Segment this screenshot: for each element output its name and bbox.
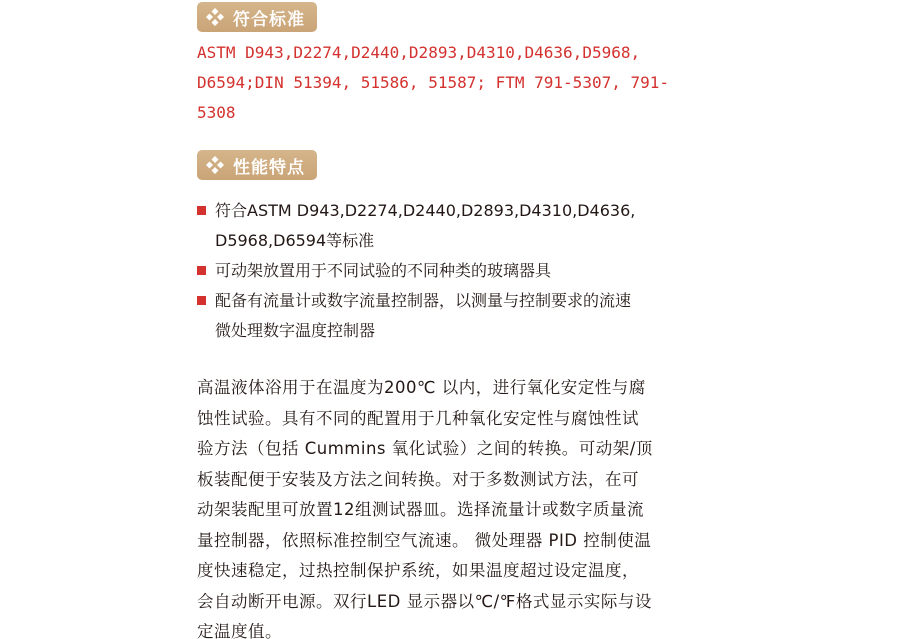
feature-item [197,286,717,346]
square-bullet-icon [197,266,206,275]
feature-text: D5968,D6594等标准 [215,231,375,250]
feature-item [197,196,717,256]
diamond-cluster-icon [205,7,225,27]
feature-text: 配备有流量计或数字流量控制器，以测量与控制要求的流速 [215,291,632,310]
features-section-header [197,150,317,180]
description-line: 板装配便于安装及方法之间转换。对于多数测试方法，在可 [197,469,639,489]
feature-text: 符合ASTM D943,D2274,D2440,D2893,D4310,D4636, [215,201,636,220]
standards-section-title: 符合标准 [233,9,305,30]
features-section-title: 性能特点 [233,157,305,178]
square-bullet-icon [197,206,206,215]
standards-line: 5308 [197,103,236,122]
features-list [197,196,717,346]
standards-line: ASTM D943,D2274,D2440,D2893,D4310,D4636,D5968, [197,43,641,62]
description-line: 度快速稳定，过热控制保护系统，如果温度超过设定温度， [197,561,639,580]
feature-text: 可动架放置用于不同试验的不同种类的玻璃器具 [215,261,552,280]
standards-list [197,38,717,128]
standards-line: D6594;DIN 51394, 51586, 51587; FTM 791-5307, 791- [197,73,670,92]
standards-section-header [197,2,317,32]
description-line: 验方法（包括 Cummins 氧化试验）之间的转换。可动架/顶 [197,439,653,458]
feature-item [197,256,717,286]
feature-text: 微处理数字温度控制器 [215,321,376,340]
square-bullet-icon [197,296,206,305]
description-line: 会自动断开电源。双行LED 显示器以℃/℉格式显示实际与设 [197,591,652,611]
diamond-cluster-icon [205,155,225,175]
description-line: 高温液体浴用于在温度为200℃ 以内，进行氧化安定性与腐 [197,378,646,397]
description-line: 定温度值。 [197,622,282,639]
description-line: 动架装配里可放置12组测试器皿。选择流量计或数字质量流 [197,500,644,519]
description-line: 量控制器，依照标准控制空气流速。 微处理器 PID 控制使温 [197,530,652,550]
description-line: 蚀性试验。具有不同的配置用于几种氧化安定性与腐蚀性试 [197,408,639,428]
product-description [197,373,717,639]
